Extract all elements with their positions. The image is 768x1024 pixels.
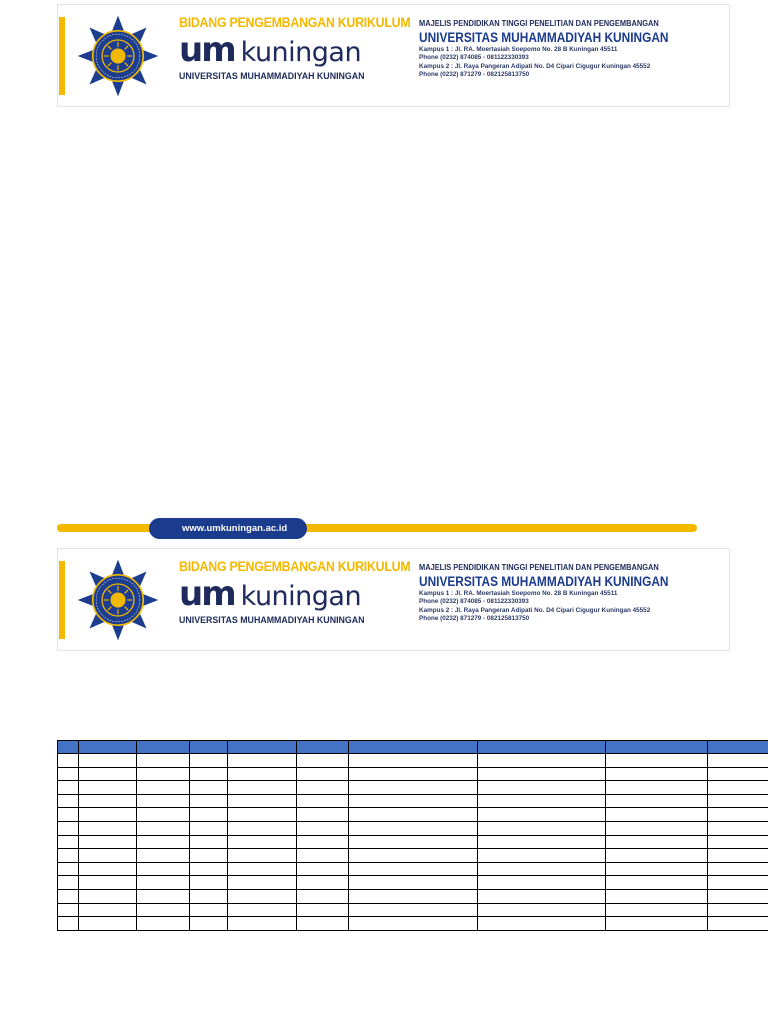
table-cell <box>58 808 79 822</box>
table-cell <box>58 794 79 808</box>
table-cell <box>478 754 606 768</box>
table-cell <box>349 917 478 931</box>
assembly-title: MAJELIS PENDIDIKAN TINGGI PENELITIAN DAN PENGEMBANGAN <box>419 19 659 28</box>
table-cell <box>58 754 79 768</box>
table-cell <box>606 917 708 931</box>
university-name: UNIVERSITAS MUHAMMADIYAH KUNINGAN <box>419 30 669 45</box>
table-cell <box>478 849 606 863</box>
table-cell <box>349 781 478 795</box>
table-cell <box>137 794 190 808</box>
assembly-title: MAJELIS PENDIDIKAN TINGGI PENELITIAN DAN PENGEMBANGAN <box>419 563 659 572</box>
table-cell <box>708 876 768 890</box>
table-cell <box>349 849 478 863</box>
table-cell <box>228 862 297 876</box>
table-cell <box>190 835 228 849</box>
header-cell <box>349 741 478 754</box>
table-cell <box>137 781 190 795</box>
table-cell <box>606 767 708 781</box>
table-cell <box>478 903 606 917</box>
footer-band <box>57 518 697 540</box>
table-cell <box>297 903 349 917</box>
table-row <box>58 754 768 768</box>
campus1-phone: Phone (0232) 874085 - 081122330393 <box>419 54 529 62</box>
table-cell <box>58 767 79 781</box>
table-cell <box>137 835 190 849</box>
table-cell <box>58 862 79 876</box>
table-cell <box>297 917 349 931</box>
table-row <box>58 903 768 917</box>
header-cell <box>606 741 708 754</box>
table-cell <box>478 808 606 822</box>
table-cell <box>708 821 768 835</box>
table-cell <box>478 794 606 808</box>
table-row <box>58 767 768 781</box>
table-header-row <box>58 741 768 754</box>
table-cell <box>606 862 708 876</box>
brand-logo <box>179 575 389 613</box>
header-cell <box>58 741 79 754</box>
logo-city: kuningan <box>240 37 362 68</box>
table-cell <box>349 862 478 876</box>
logo-um: um <box>179 574 235 614</box>
table-cell <box>349 794 478 808</box>
table-row <box>58 808 768 822</box>
table-cell <box>137 767 190 781</box>
table-cell <box>478 889 606 903</box>
table-cell <box>228 849 297 863</box>
table-cell <box>606 849 708 863</box>
table-cell <box>606 889 708 903</box>
header-cell <box>190 741 228 754</box>
table-row <box>58 876 768 890</box>
table-cell <box>349 903 478 917</box>
table-cell <box>478 835 606 849</box>
table-row <box>58 917 768 931</box>
university-short-name: UNIVERSITAS MUHAMMADIYAH KUNINGAN <box>179 71 365 82</box>
table-cell <box>228 876 297 890</box>
campus2-phone: Phone (0232) 871279 - 082125813750 <box>419 71 530 79</box>
table-cell <box>349 808 478 822</box>
table-cell <box>190 862 228 876</box>
table-cell <box>297 808 349 822</box>
table-cell <box>297 862 349 876</box>
table-row <box>58 835 768 849</box>
table-cell <box>228 903 297 917</box>
table-body <box>58 754 768 931</box>
table-cell <box>228 917 297 931</box>
university-seal-icon <box>76 14 160 98</box>
logo-city: kuningan <box>240 581 362 612</box>
letterhead-second <box>57 548 730 651</box>
table-cell <box>190 781 228 795</box>
table-cell <box>228 754 297 768</box>
table-cell <box>137 889 190 903</box>
campus1-address: Kampus 1 : Jl. RA. Moertasiah Soepomo No. 28 B Kuningan 45511 <box>419 46 618 53</box>
table-cell <box>228 794 297 808</box>
letterhead-top <box>57 4 730 107</box>
table-cell <box>79 862 137 876</box>
table-cell <box>708 781 768 795</box>
table-cell <box>137 849 190 863</box>
campus1-phone: Phone (0232) 874085 - 081122330393 <box>419 598 529 606</box>
table-cell <box>606 903 708 917</box>
table-cell <box>708 862 768 876</box>
department-title: BIDANG PENGEMBANGAN KURIKULUM <box>179 559 411 574</box>
table-cell <box>708 767 768 781</box>
brand-logo <box>179 31 389 69</box>
table-cell <box>58 889 79 903</box>
table-cell <box>190 849 228 863</box>
table-cell <box>190 754 228 768</box>
table-cell <box>190 821 228 835</box>
accent-bar <box>59 17 65 95</box>
header-cell <box>478 741 606 754</box>
table-cell <box>349 754 478 768</box>
table-cell <box>349 821 478 835</box>
table-cell <box>606 781 708 795</box>
table-cell <box>478 767 606 781</box>
table-cell <box>137 808 190 822</box>
campus2-phone: Phone (0232) 871279 - 082125813750 <box>419 615 530 623</box>
table-cell <box>708 754 768 768</box>
brand-block <box>179 15 411 83</box>
table-cell <box>79 835 137 849</box>
table-cell <box>297 767 349 781</box>
accent-bar <box>59 561 65 639</box>
table-cell <box>190 808 228 822</box>
table-cell <box>297 835 349 849</box>
table-cell <box>190 903 228 917</box>
table-cell <box>606 835 708 849</box>
table-cell <box>297 794 349 808</box>
table-cell <box>349 767 478 781</box>
table-cell <box>137 754 190 768</box>
table-cell <box>79 794 137 808</box>
table-cell <box>137 862 190 876</box>
table-cell <box>478 862 606 876</box>
table-cell <box>228 835 297 849</box>
table-cell <box>349 876 478 890</box>
table-cell <box>349 889 478 903</box>
table-cell <box>708 794 768 808</box>
table-cell <box>79 808 137 822</box>
table-cell <box>349 835 478 849</box>
table-cell <box>297 821 349 835</box>
table-cell <box>58 821 79 835</box>
campus2-address: Kampus 2 : Jl. Raya Pangeran Adipati No. D4 Cipari Cigugur Kuningan 45552 <box>419 606 651 614</box>
campus1-address: Kampus 1 : Jl. RA. Moertasiah Soepomo No. 28 B Kuningan 45511 <box>419 590 618 597</box>
logo-um: um <box>179 30 235 70</box>
table-cell <box>228 889 297 903</box>
header-cell <box>297 741 349 754</box>
campus2-address: Kampus 2 : Jl. Raya Pangeran Adipati No. D4 Cipari Cigugur Kuningan 45552 <box>419 62 651 70</box>
table-cell <box>478 821 606 835</box>
table-cell <box>478 917 606 931</box>
table-cell <box>137 917 190 931</box>
table-cell <box>606 754 708 768</box>
table-cell <box>606 794 708 808</box>
table-cell <box>708 917 768 931</box>
table-cell <box>79 917 137 931</box>
table-cell <box>478 876 606 890</box>
table-row <box>58 781 768 795</box>
header-cell <box>137 741 190 754</box>
table-cell <box>79 781 137 795</box>
data-table <box>57 740 768 931</box>
table-cell <box>79 889 137 903</box>
table-cell <box>79 754 137 768</box>
header-cell <box>228 741 297 754</box>
website-link[interactable]: www.umkuningan.ac.id <box>149 518 307 539</box>
table-cell <box>190 917 228 931</box>
university-short-name: UNIVERSITAS MUHAMMADIYAH KUNINGAN <box>179 615 365 626</box>
table-cell <box>228 781 297 795</box>
table-cell <box>79 767 137 781</box>
table-cell <box>297 889 349 903</box>
table-cell <box>708 849 768 863</box>
table-cell <box>228 808 297 822</box>
table-cell <box>79 849 137 863</box>
table-cell <box>708 889 768 903</box>
table-row <box>58 862 768 876</box>
table-cell <box>58 781 79 795</box>
table-cell <box>708 903 768 917</box>
table-cell <box>228 767 297 781</box>
table-cell <box>228 821 297 835</box>
table-cell <box>606 876 708 890</box>
table-cell <box>137 821 190 835</box>
table-row <box>58 821 768 835</box>
table-cell <box>190 876 228 890</box>
table-cell <box>137 903 190 917</box>
table-cell <box>58 876 79 890</box>
brand-block <box>179 559 411 627</box>
table-cell <box>58 835 79 849</box>
table-cell <box>606 808 708 822</box>
table-cell <box>58 849 79 863</box>
table-cell <box>190 889 228 903</box>
table-cell <box>137 876 190 890</box>
table-cell <box>708 808 768 822</box>
table-cell <box>58 903 79 917</box>
contact-block <box>419 19 724 80</box>
table-cell <box>190 794 228 808</box>
table-cell <box>478 781 606 795</box>
table-cell <box>79 876 137 890</box>
university-name: UNIVERSITAS MUHAMMADIYAH KUNINGAN <box>419 574 669 589</box>
table-cell <box>297 781 349 795</box>
contact-block <box>419 563 724 624</box>
table-cell <box>297 754 349 768</box>
table-cell <box>606 821 708 835</box>
table-cell <box>79 903 137 917</box>
table-cell <box>708 835 768 849</box>
university-seal-icon <box>76 558 160 642</box>
table-cell <box>297 876 349 890</box>
table-row <box>58 849 768 863</box>
table-cell <box>79 821 137 835</box>
department-title: BIDANG PENGEMBANGAN KURIKULUM <box>179 15 411 30</box>
table-cell <box>297 849 349 863</box>
table-row <box>58 794 768 808</box>
table-cell <box>58 917 79 931</box>
header-cell <box>708 741 768 754</box>
table-cell <box>190 767 228 781</box>
table-row <box>58 889 768 903</box>
header-cell <box>79 741 137 754</box>
